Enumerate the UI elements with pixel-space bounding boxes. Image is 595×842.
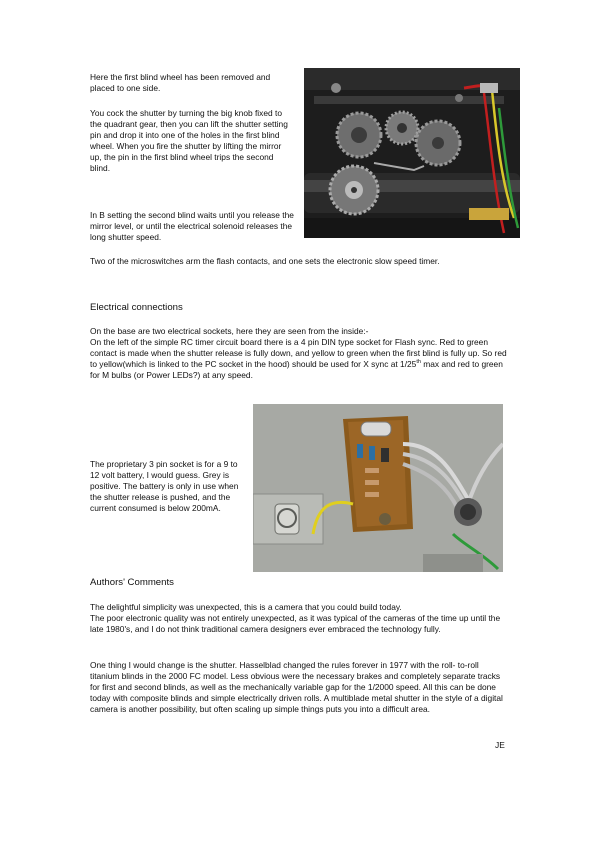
paragraph-b-setting: In B setting the second blind waits until you release the mirror level, or until the electrical solenoid releases the long shutter speed. (90, 210, 294, 242)
paragraph-blind-wheel-removed: Here the first blind wheel has been removed and placed to one side. (90, 72, 271, 93)
rc-timer-text-2: max and red to green for M bulbs (or Power LEDs?) at any speed. (90, 359, 503, 380)
circuit-board-photo (253, 404, 503, 572)
shutter-mechanism-photo (304, 68, 520, 238)
rc-timer-text-1: On the left of the simple RC timer circuit board there is a 4 pin DIN type socket for Flash sync. Red to green contact is made when the shutter release is fully down, and yellow to green when the first blind is fully up. So red to yellow(which is linked to the PC socket in the hood) should be used for X sync at 1/25 (90, 337, 507, 369)
paragraph-delightful-simplicity: The delightful simplicity was unexpected, this is a camera that you could build today. (90, 602, 402, 612)
paragraph-battery-socket: The proprietary 3 pin socket is for a 9 to 12 volt battery, I would guess. Grey is positive. The battery is only in use when the shutter release is pushed, and the current consumed is below 200mA. (90, 459, 239, 513)
paragraph-rc-timer (90, 337, 510, 381)
signature-initials: JE (495, 740, 505, 750)
paragraph-cocking-shutter: You cock the shutter by turning the big knob fixed to the quadrant gear, then you can lift the shutter setting pin and drop it into one of the holes in the first blind wheel. When you fire the shutter by lifting the mirror up, the pin in the first blind wheel trips the second blind. (90, 108, 288, 173)
heading-electrical-connections: Electrical connections (90, 302, 183, 313)
paragraph-shutter-change: One thing I would change is the shutter. Hasselblad changed the rules forever in 1977 with the roll- to-roll titanium blinds in the 2000 FC model. Less obvious were the necessary brakes and completely separate tracks for first and second blinds, as well as the mechanically variable gap for the 1/2000 speed. All this can be done today with composite blinds and simple electrically driven rolls. A multiblade metal shutter in the style of a digital camera is another possibility, but often scaling up simple things puts you into a difficult area. (90, 660, 503, 714)
paragraph-microswitches: Two of the microswitches arm the flash contacts, and one sets the electronic slow speed timer. (90, 256, 440, 266)
shutter-mechanism-illustration (304, 68, 520, 238)
heading-authors-comments: Authors' Comments (90, 577, 174, 588)
circuit-board-illustration (253, 404, 503, 572)
paragraph-base-sockets: On the base are two electrical sockets, here they are seen from the inside:- (90, 326, 369, 336)
paragraph-electronic-quality: The poor electronic quality was not entirely unexpected, as it was typical of the cameras of the time up until the late 1980's, and I do not think traditional camera designers ever embraced the technology fully. (90, 613, 501, 634)
rc-timer-superscript: th (416, 359, 421, 366)
